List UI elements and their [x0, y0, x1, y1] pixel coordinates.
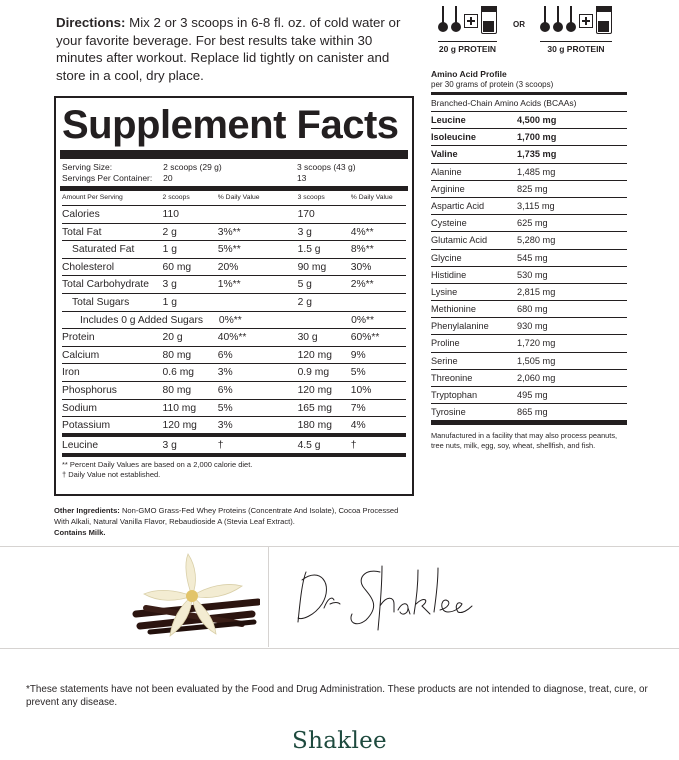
nutrient-amount-3-scoops: 3 g [297, 226, 312, 238]
nutrient-name: Saturated Fat [72, 244, 135, 256]
nutrient-dv-2-scoops: 3% [217, 420, 233, 432]
nutrient-dv-3-scoops: 60%** [350, 332, 380, 344]
nutrient-dv-2-scoops: 0%** [218, 314, 242, 326]
amino-value: 865 mg [517, 407, 548, 418]
supplement-facts-title: Supplement Facts [62, 103, 399, 147]
nutrient-amount-3-scoops: 170 [297, 209, 315, 220]
nutrient-amount-3-scoops: 165 mg [297, 402, 332, 414]
allergen-note: Manufactured in a facility that may also process peanuts, tree nuts, milk, egg, soy, wheat, shellfish, and fish. [431, 431, 618, 451]
nutrient-name: Includes 0 g Added Sugars [80, 314, 204, 326]
amino-name: Valine [431, 149, 458, 160]
amino-name: Serine [431, 355, 458, 366]
amino-name: Aspartic Acid [431, 200, 485, 211]
fda-disclaimer: *These statements have not been evaluated by the Food and Drug Administration. These products are not intended to diagnose, treat, cure, or prevent any disease. [26, 684, 648, 708]
nutrient-amount-3-scoops: 30 g [297, 332, 318, 344]
amino-value: 930 mg [517, 321, 548, 332]
amino-name: Phenylalanine [431, 321, 489, 332]
nutrient-dv-2-scoops: 5%** [217, 244, 241, 256]
divider-vertical [268, 547, 269, 647]
amino-row [431, 301, 627, 318]
amino-value: 1,485 mg [517, 166, 556, 177]
amino-value: 1,700 mg [517, 132, 557, 143]
nutrient-name: Calcium [62, 349, 100, 361]
nutrient-amount-2-scoops: 80 mg [162, 384, 192, 396]
nutrient-row [62, 382, 406, 400]
nutrient-dv-2-scoops: 6% [217, 384, 233, 396]
nutrient-row [62, 312, 406, 330]
amino-acid-profile [431, 69, 627, 451]
nutrient-amount-3-scoops: 4.5 g [297, 440, 321, 452]
amino-row [431, 250, 627, 267]
amino-row [431, 370, 627, 387]
nutrient-amount-2-scoops: 3 g [162, 279, 177, 291]
nutrient-name: Calories [62, 209, 100, 220]
nutrient-name: Cholesterol [62, 261, 115, 273]
nutrient-dv-3-scoops: 10% [350, 384, 372, 396]
nutrient-amount-2-scoops: 110 mg [162, 402, 197, 414]
nutrient-dv-3-scoops: † [350, 440, 357, 452]
other-ingredients-label: Other Ingredients: [54, 506, 120, 515]
amino-row [431, 198, 627, 215]
amino-name: Proline [431, 338, 460, 349]
nutrient-row [62, 347, 406, 365]
nutrient-dv-2-scoops: 3%** [217, 226, 241, 238]
amino-name: Tyrosine [431, 407, 466, 418]
nutrient-row [62, 276, 406, 294]
nutrient-amount-2-scoops: 110 [162, 209, 179, 220]
nutrient-dv-3-scoops: 0%** [351, 314, 375, 326]
header-3-scoops: 3 scoops [297, 194, 325, 201]
serving-size-label: Serving Size: [62, 162, 113, 172]
amino-row [431, 353, 627, 370]
other-ingredients [54, 505, 414, 538]
amino-row [431, 387, 627, 404]
nutrient-dv-3-scoops: 30% [350, 261, 372, 273]
nutrient-name: Total Fat [62, 226, 102, 238]
nutrient-dv-3-scoops [351, 294, 406, 311]
scoop-label-30g: 30 g PROTEIN [540, 41, 612, 54]
nutrient-amount-3-scoops: 2 g [297, 296, 312, 308]
amino-name: Isoleucine [431, 132, 476, 143]
amino-name: Arginine [431, 183, 465, 194]
amino-value: 5,280 mg [517, 235, 556, 246]
nutrient-amount-3-scoops: 120 mg [297, 384, 332, 396]
nutrient-name: Leucine [62, 440, 99, 452]
nutrient-amount-3-scoops: 90 mg [297, 261, 327, 273]
amino-row [431, 112, 627, 129]
nutrient-row [62, 294, 406, 312]
plus-icon [464, 14, 478, 28]
amino-value: 1,720 mg [517, 338, 556, 349]
amino-value: 495 mg [517, 390, 548, 400]
supplement-facts-panel [54, 96, 414, 496]
nutrient-dv-2-scoops: † [217, 440, 224, 452]
amino-row [431, 318, 627, 335]
amino-name: Alanine [431, 166, 462, 177]
nutrient-name: Potassium [62, 420, 111, 432]
amino-name: Tryptophan [431, 390, 478, 400]
nutrient-dv-3-scoops: 4% [350, 420, 366, 432]
amino-row [431, 267, 627, 284]
nutrient-dv-2-scoops: 5% [217, 402, 233, 414]
divider-top [0, 546, 679, 547]
title-rule [60, 150, 408, 159]
amino-value: 2,815 mg [517, 286, 556, 297]
amino-value: 680 mg [517, 304, 548, 315]
nutrient-rows [62, 206, 406, 457]
nutrient-dv-2-scoops: 6% [217, 349, 233, 361]
amino-name: Cysteine [431, 218, 467, 229]
servings-label: Servings Per Container: [62, 172, 153, 183]
amino-value: 625 mg [517, 218, 548, 229]
nutrient-name: Total Sugars [72, 296, 130, 308]
nutrient-amount-3-scoops: 1.5 g [297, 244, 321, 256]
nutrient-dv-2-scoops: 40%** [217, 332, 247, 344]
scoop-icon [566, 6, 576, 32]
amino-name: Methionine [431, 304, 476, 315]
header-amount: Amount Per Serving [62, 194, 123, 201]
amino-row [431, 404, 627, 421]
vanilla-flower-center [186, 590, 198, 602]
directions-text [56, 14, 416, 84]
nutrient-amount-2-scoops: 80 mg [162, 349, 192, 361]
two-scoop-group [438, 6, 497, 54]
nutrient-row [62, 437, 406, 457]
dr-shaklee-signature [290, 552, 490, 642]
amino-value: 1,505 mg [517, 355, 556, 366]
nutrient-row [62, 224, 406, 242]
amino-row [431, 164, 627, 181]
amino-value: 2,060 mg [517, 372, 556, 383]
amino-value: 545 mg [517, 252, 548, 263]
nutrient-dv-3-scoops: 7% [350, 402, 366, 414]
amino-value: 530 mg [517, 269, 548, 280]
footnote-dv: ** Percent Daily Values are based on a 2,000 calorie diet. [62, 460, 253, 470]
nutrient-dv-3-scoops: 5% [350, 367, 366, 379]
amino-row [431, 215, 627, 232]
nutrient-row [62, 417, 406, 437]
nutrient-name: Total Carbohydrate [62, 279, 150, 291]
nutrient-amount-3-scoops: 0.9 mg [297, 367, 330, 379]
nutrient-row [62, 329, 406, 347]
directions-body: Mix 2 or 3 scoops in 6-8 fl. oz. of cold water or your favorite beverage. For best results take within 30 minutes after workout. Replace lid tightly on canister and store in a cool, dry place. [56, 15, 401, 83]
scoop-guide [436, 6, 636, 56]
nutrient-amount-2-scoops: 60 mg [162, 261, 192, 273]
nutrient-amount-2-scoops [164, 312, 219, 329]
divider-bottom [0, 648, 679, 649]
vanilla-petal [186, 554, 196, 596]
nutrient-dv-3-scoops: 4%** [350, 226, 374, 238]
nutrient-amount-3-scoops: 180 mg [297, 420, 332, 432]
nutrient-name: Protein [62, 332, 95, 344]
amino-rows [431, 112, 627, 421]
amino-row [431, 181, 627, 198]
nutrient-row [62, 400, 406, 418]
header-dv-2: % Daily Value [350, 194, 393, 201]
amino-name: Glutamic Acid [431, 235, 488, 246]
amino-row [431, 232, 627, 249]
amino-name: Leucine [431, 115, 466, 125]
three-scoop-group [540, 6, 612, 54]
vanilla-image [130, 552, 260, 642]
servings-2: 20 [163, 172, 173, 183]
nutrient-amount-2-scoops: 0.6 mg [162, 367, 195, 379]
amino-value: 825 mg [517, 183, 548, 194]
shaklee-logo: Shaklee [292, 728, 387, 754]
scoop-icon [438, 6, 448, 32]
amino-name: Lysine [431, 286, 458, 297]
amino-name: Threonine [431, 372, 473, 383]
contains-milk: Contains Milk. [54, 528, 106, 537]
header-2-scoops: 2 scoops [162, 194, 190, 201]
nutrient-dv-2-scoops [218, 206, 298, 223]
nutrient-amount-2-scoops: 1 g [162, 244, 177, 256]
nutrient-dv-3-scoops: 9% [350, 349, 366, 361]
nutrient-dv-2-scoops: 3% [217, 367, 233, 379]
nutrient-row [62, 364, 406, 382]
amino-row [431, 335, 627, 352]
shaker-bottle-icon [596, 6, 612, 34]
scoop-label-20g: 20 g PROTEIN [438, 41, 497, 54]
footnotes [62, 460, 406, 480]
amino-subtitle: per 30 grams of protein (3 scoops) [431, 80, 554, 89]
amino-value: 4,500 mg [517, 115, 557, 125]
shaker-bottle-icon [481, 6, 497, 34]
nutrient-amount-2-scoops: 1 g [162, 296, 177, 308]
vanilla-petal [144, 590, 192, 600]
header-dv-1: % Daily Value [217, 194, 260, 201]
amino-row [431, 284, 627, 301]
nutrient-amount-2-scoops: 120 mg [162, 420, 197, 432]
other-ingredients-text: Non-GMO Grass-Fed Whey Proteins (Concentrate And Isolate), Cocoa Processed With Alkali, Natural Vanilla Flavor, Rebaudioside A (Stevia Leaf Extract). [54, 506, 399, 526]
directions-label: Directions: [56, 15, 126, 30]
amino-name: Glycine [431, 252, 462, 263]
nutrient-amount-3-scoops: 120 mg [297, 349, 332, 361]
servings-3: 13 [296, 172, 307, 183]
bcaa-label: Branched-Chain Amino Acids (BCAAs) [431, 95, 627, 112]
nutrient-name: Phosphorus [62, 384, 117, 396]
amino-row [431, 146, 627, 163]
nutrient-amount-2-scoops: 20 g [162, 332, 183, 344]
scoop-icon [540, 6, 550, 32]
table-header [62, 191, 406, 206]
serving-info [62, 162, 406, 183]
amino-value: 3,115 mg [517, 200, 555, 211]
nutrient-dv-2-scoops [218, 294, 298, 311]
nutrient-row [62, 206, 406, 224]
nutrient-amount-2-scoops: 2 g [162, 226, 177, 238]
nutrient-row [62, 241, 406, 259]
amino-name: Histidine [431, 269, 467, 280]
serving-size-3: 3 scoops (43 g) [296, 162, 356, 172]
nutrient-dv-3-scoops: 2%** [350, 279, 374, 291]
amino-end-rule [431, 421, 627, 425]
nutrient-amount-2-scoops: 3 g [162, 440, 177, 452]
serving-size-2: 2 scoops (29 g) [163, 162, 222, 172]
nutrient-dv-2-scoops: 1%** [217, 279, 241, 291]
nutrient-amount-3-scoops [298, 312, 351, 329]
scoop-icon [553, 6, 563, 32]
nutrient-name: Sodium [62, 402, 97, 414]
plus-icon [579, 14, 593, 28]
amino-row [431, 129, 627, 146]
vanilla-petal [192, 584, 242, 597]
nutrient-amount-3-scoops: 5 g [297, 279, 312, 291]
footnote-dagger: † Daily Value not established. [62, 470, 161, 480]
nutrient-dv-2-scoops: 20% [217, 261, 239, 273]
nutrient-dv-3-scoops: 8%** [350, 244, 374, 256]
amino-title: Amino Acid Profile [431, 69, 507, 79]
or-label: OR [513, 20, 525, 29]
nutrient-row [62, 259, 406, 277]
nutrient-name: Iron [62, 367, 80, 379]
scoop-icon [451, 6, 461, 32]
amino-value: 1,735 mg [517, 149, 557, 160]
nutrient-dv-3-scoops [351, 206, 406, 223]
